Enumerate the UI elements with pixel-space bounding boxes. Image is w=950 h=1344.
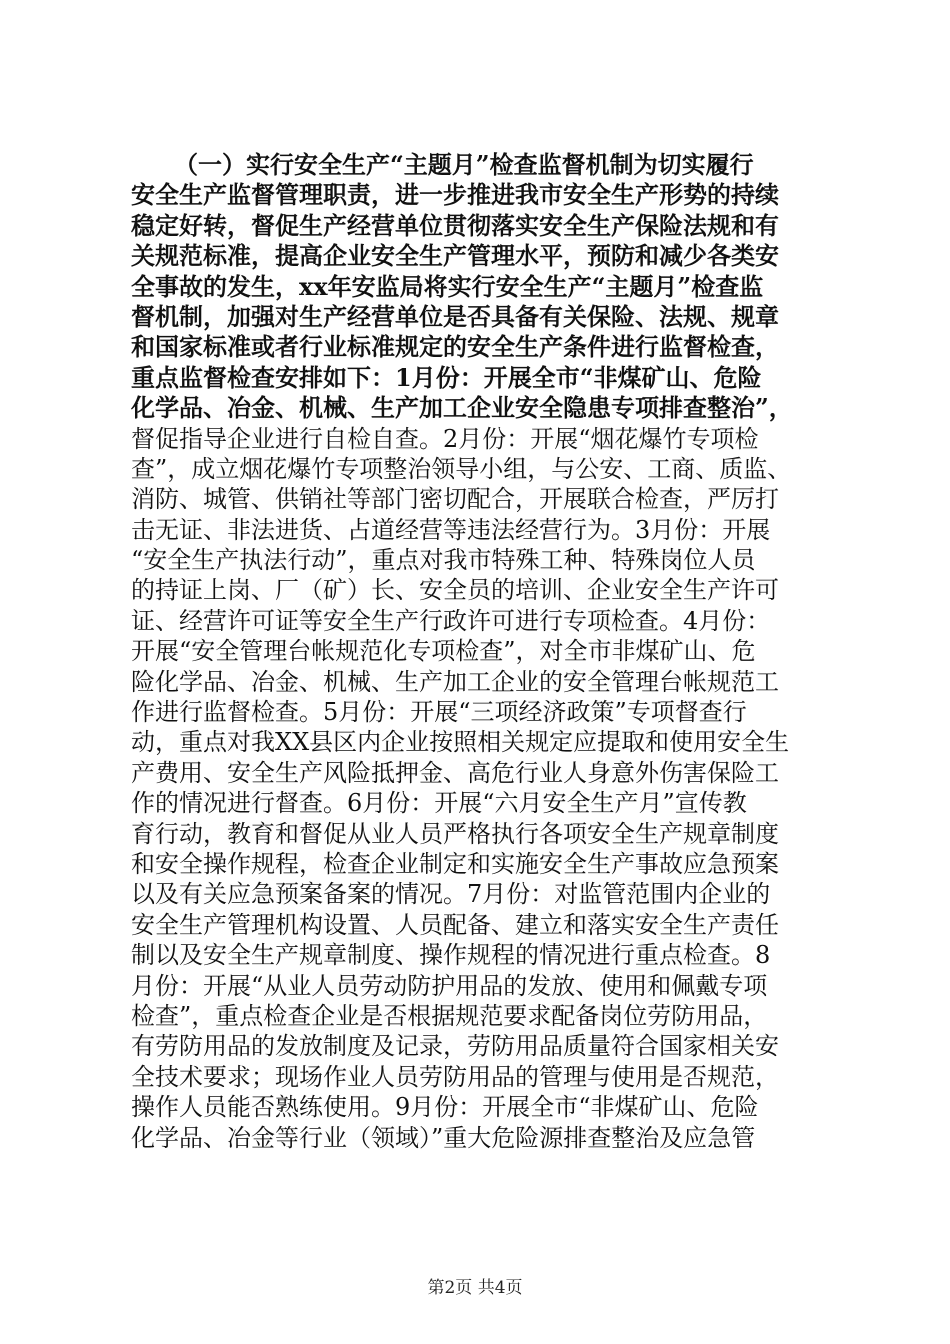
text-line: 月份：开展“从业人员劳动防护用品的发放、使用和佩戴专项 <box>131 971 768 1000</box>
text-line: 动，重点对我XX县区内企业按照相关规定应提取和使用安全生 <box>131 728 790 757</box>
text-line: 安全生产管理机构设置、人员配备、建立和落实安全生产责任 <box>131 910 779 939</box>
text-line: 有劳防用品的发放制度及记录，劳防用品质量符合国家相关安 <box>131 1032 779 1061</box>
text-line: 查”，成立烟花爆竹专项整治领导小组，与公安、工商、质监、 <box>131 454 792 483</box>
text-line: 重点监督检查安排如下：1月份：开展全市“非煤矿山、危险 <box>131 362 762 392</box>
text-line: 制以及安全生产规章制度、操作规程的情况进行重点检查。8 <box>131 941 771 970</box>
text-line: 和安全操作规程，检查企业制定和实施安全生产事故应急预案 <box>131 849 779 878</box>
page-footer: 第2页 共4页 <box>427 1278 523 1298</box>
text-line: 化学品、冶金等行业（领域）”重大危险源排查整治及应急管 <box>131 1123 756 1152</box>
text-line: 安全生产监督管理职责，进一步推进我市安全生产形势的持续 <box>131 180 779 210</box>
text-line: 作的情况进行督查。6月份：开展“六月安全生产月”宣传教 <box>131 789 747 818</box>
text-line: 开展“安全管理台帐规范化专项检查”，对全市非煤矿山、危 <box>131 637 756 666</box>
text-line: 育行动，教育和督促从业人员严格执行各项安全生产规章制度 <box>131 819 779 848</box>
body-text <box>131 150 841 1153</box>
text-line: 督机制，加强对生产经营单位是否具备有关保险、法规、规章 <box>131 301 779 331</box>
text-line: 操作人员能否熟练使用。9月份：开展全市“非煤矿山、危险 <box>131 1093 759 1122</box>
text-line: 全技术要求；现场作业人员劳防用品的管理与使用是否规范， <box>131 1062 779 1091</box>
text-line: 督促指导企业进行自检自查。2月份：开展“烟花爆竹专项检 <box>131 424 759 453</box>
text-line: 击无证、非法进货、占道经营等违法经营行为。3月份：开展 <box>131 515 771 544</box>
text-line: 和国家标准或者行业标准规定的安全生产条件进行监督检查， <box>131 332 779 362</box>
text-line: 稳定好转，督促生产经营单位贯彻落实安全生产保险法规和有 <box>131 210 779 240</box>
text-line: 全事故的发生，xx年安监局将实行安全生产“主题月”检查监 <box>131 271 764 301</box>
text-line: “安全生产执法行动”，重点对我市特殊工种、特殊岗位人员 <box>131 546 756 575</box>
text-line: 消防、城管、供销社等部门密切配合，开展联合检查，严厉打 <box>131 485 779 514</box>
text-line: 作进行监督检查。5月份：开展“三项经济政策”专项督查行 <box>131 698 747 727</box>
text-line: 险化学品、冶金、机械、生产加工企业的安全管理台帐规范工 <box>131 667 779 696</box>
text-line: 的持证上岗、厂（矿）长、安全员的培训、企业安全生产许可 <box>131 576 779 605</box>
text-line: 证、经营许可证等安全生产行政许可进行专项检查。4月份： <box>131 606 771 635</box>
text-line: 以及有关应急预案备案的情况。7月份：对监管范围内企业的 <box>131 880 771 909</box>
text-line: 关规范标准，提高企业安全生产管理水平，预防和减少各类安 <box>131 241 779 271</box>
text-line: 检查”，重点检查企业是否根据规范要求配备岗位劳防用品， <box>131 1001 768 1030</box>
text-line: 化学品、冶金、机械、生产加工企业安全隐患专项排查整治”， <box>131 393 793 423</box>
text-line: 产费用、安全生产风险抵押金、高危行业人身意外伤害保险工 <box>131 758 779 787</box>
text-line: （一）实行安全生产“主题月”检查监督机制为切实履行 <box>174 150 754 179</box>
